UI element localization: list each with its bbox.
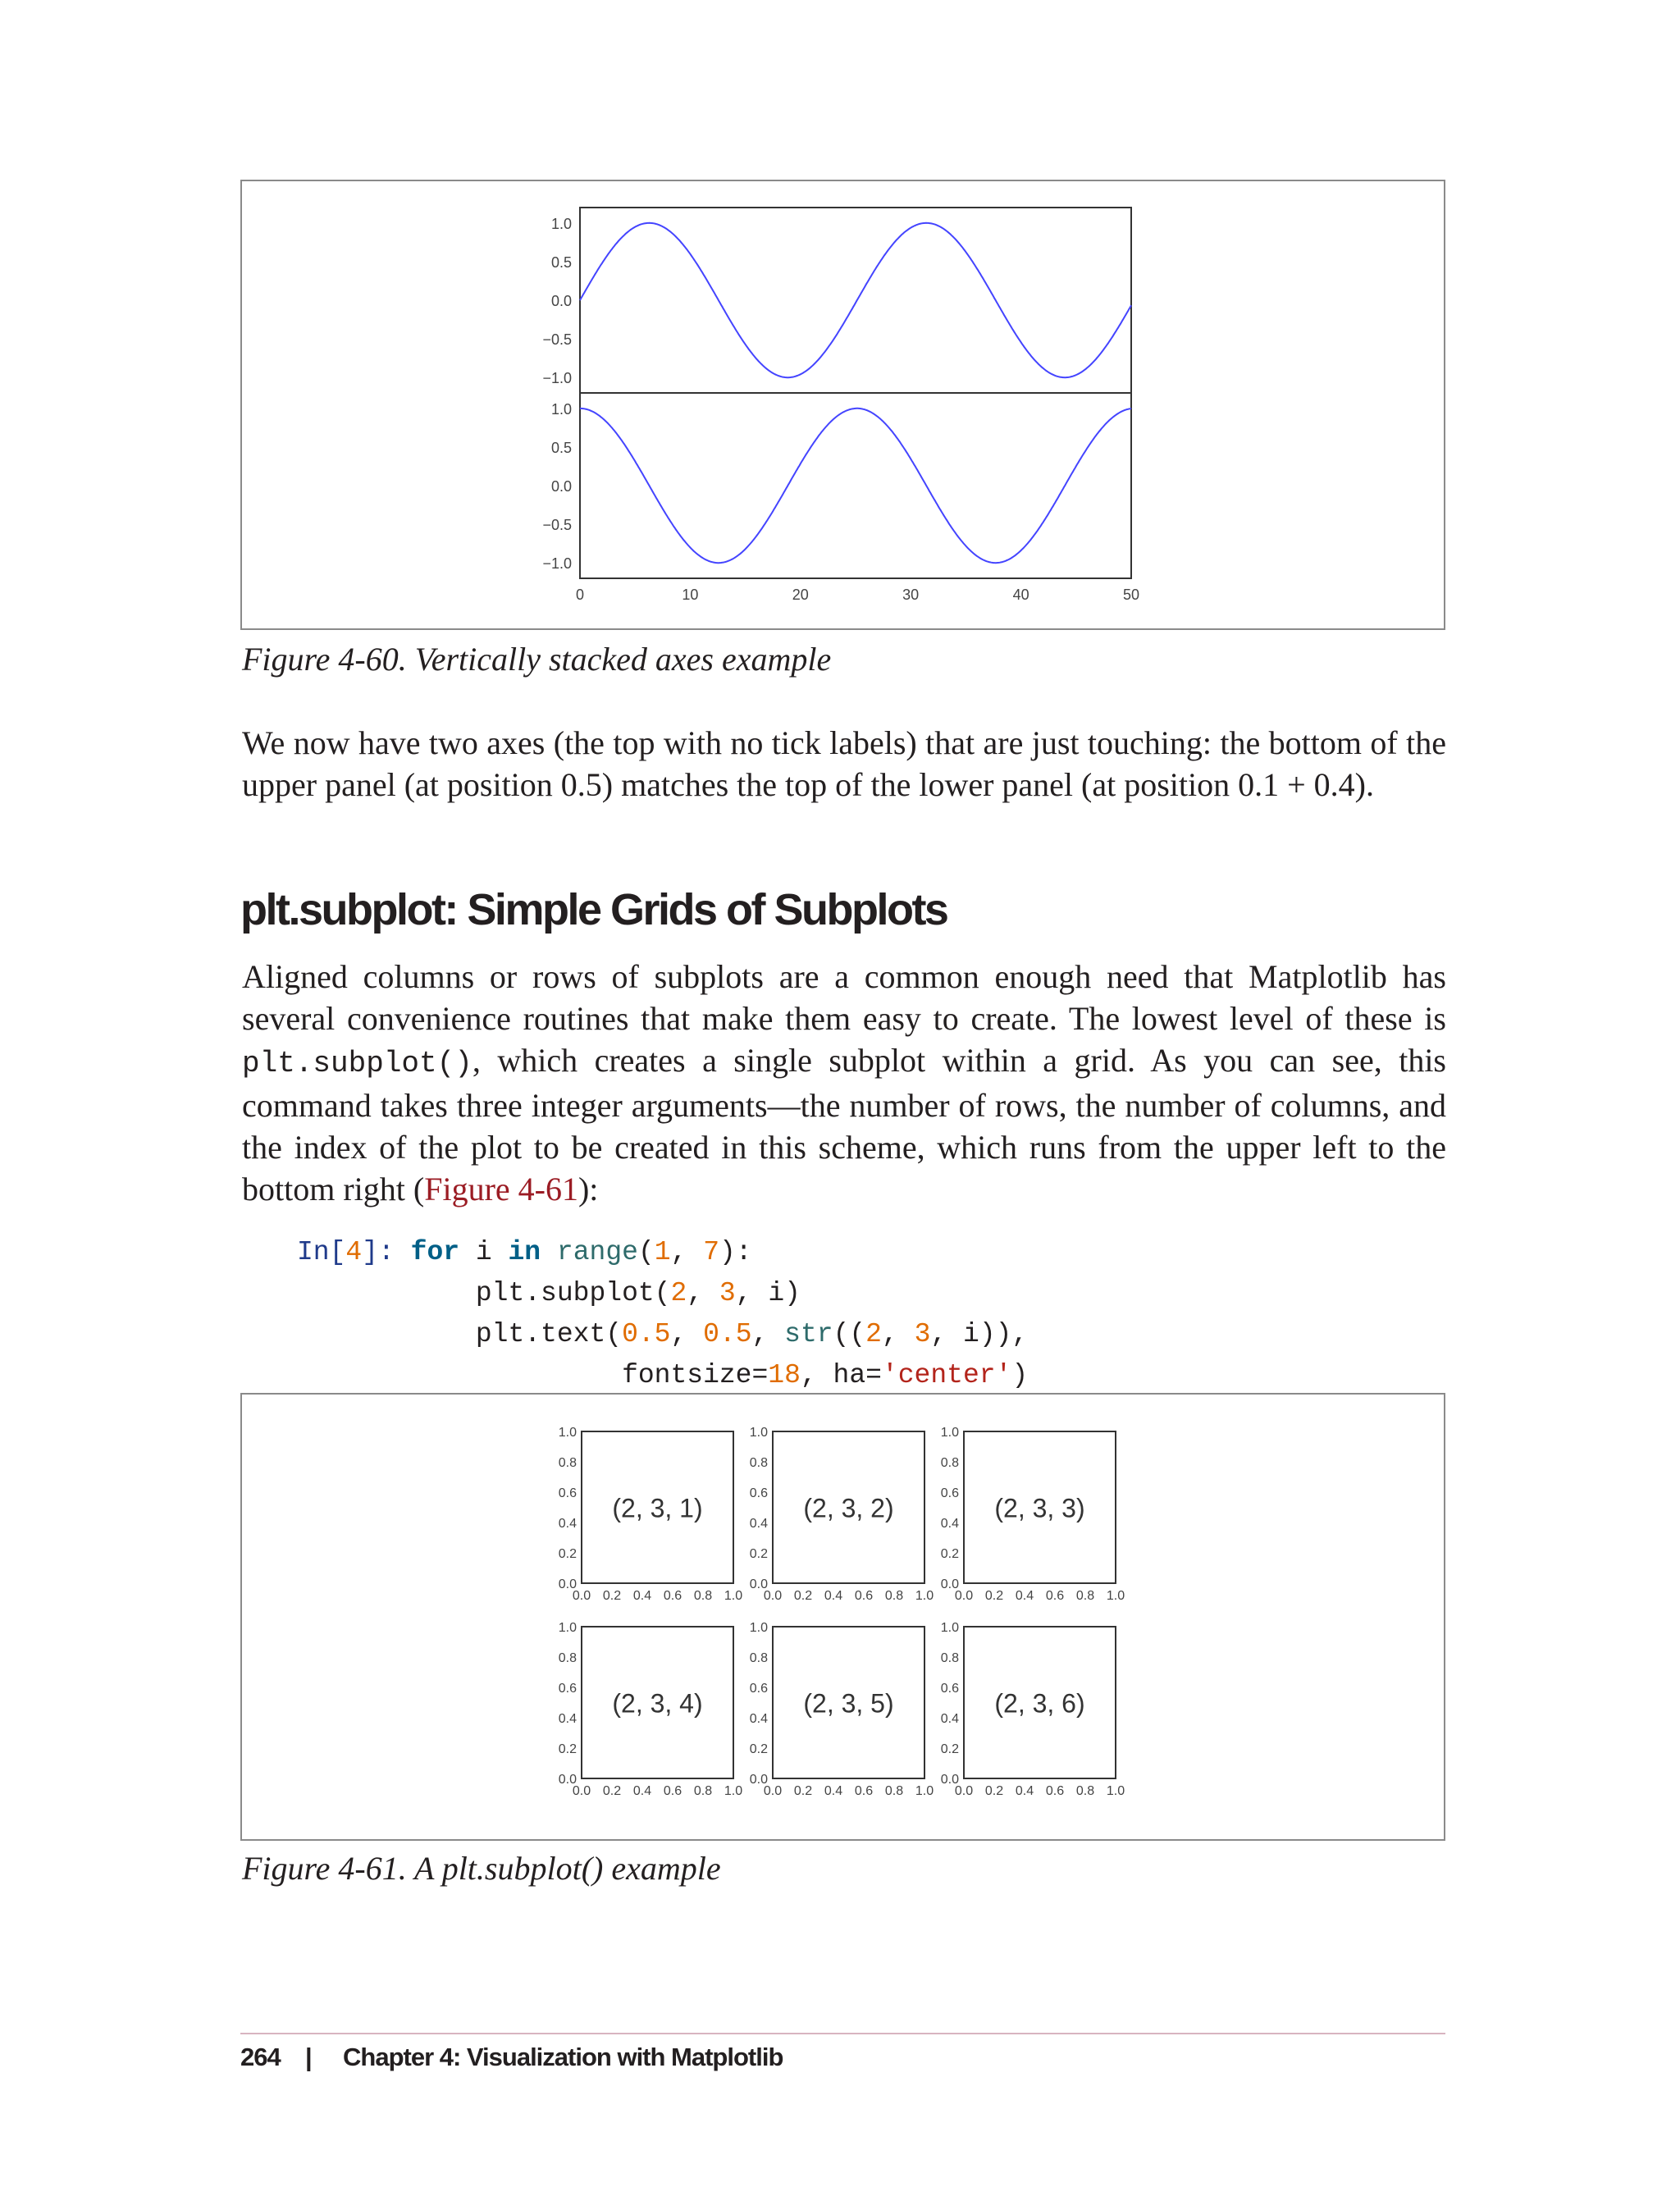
- y-tick-label: 1.0: [940, 1621, 959, 1635]
- y-tick-label: 0.8: [940, 1456, 959, 1470]
- subplot-label: (2, 3, 4): [612, 1688, 703, 1719]
- paragraph-stacked-axes: We now have two axes (the top with no tick labels) that are just touching: the bottom of the upper panel (at position 0.5) matches the top of the lower panel (at position 0.1 + 0.4).: [242, 724, 1446, 803]
- y-tick-label: 0.5: [550, 253, 572, 271]
- page-number: 264: [240, 2043, 281, 2071]
- sin-series-line: [580, 223, 1131, 377]
- paragraph-text: Aligned columns or rows of subplots are a common enough need that Matplotlib has several convenience routines that make them easy to create. The lowest level of these is: [242, 958, 1446, 1037]
- y-tick-label: −0.5: [542, 331, 572, 349]
- paragraph-subplot: [242, 956, 1446, 1210]
- stacked-axes-chart: [242, 181, 1444, 628]
- x-tick-label: 0.8: [693, 1589, 713, 1603]
- x-tick-label: 0.2: [602, 1589, 622, 1603]
- x-tick-label: 0.6: [854, 1784, 874, 1798]
- x-tick-label: 0.4: [1015, 1589, 1034, 1603]
- x-tick-label: 0.4: [632, 1589, 652, 1603]
- x-tick-label: 40: [1012, 587, 1029, 603]
- cos-series-line: [580, 409, 1131, 563]
- y-tick-label: 0.8: [558, 1456, 577, 1470]
- y-tick-label: 0.6: [558, 1682, 577, 1696]
- y-tick-label: 0.2: [940, 1742, 959, 1756]
- y-tick-label: −1.0: [542, 370, 572, 387]
- x-tick-label: 10: [682, 587, 699, 603]
- x-tick-label: 0.6: [663, 1589, 682, 1603]
- x-tick-label: 0.4: [824, 1784, 843, 1798]
- figure-4-60-caption: Figure 4-60. Vertically stacked axes example: [242, 641, 832, 678]
- footer-rule: [240, 2033, 1445, 2034]
- y-tick-label: 0.0: [550, 478, 572, 495]
- y-tick-label: 0.4: [749, 1517, 768, 1531]
- code-block: [297, 1232, 1028, 1396]
- subplot-grid-chart: [242, 1395, 1444, 1839]
- y-tick-label: 0.4: [558, 1517, 577, 1531]
- x-tick-label: 0.8: [693, 1784, 713, 1798]
- y-tick-label: 0.2: [558, 1547, 577, 1561]
- x-tick-label: 0.0: [763, 1784, 783, 1798]
- x-tick-label: 0.0: [572, 1784, 591, 1798]
- subplot-label: (2, 3, 2): [803, 1493, 894, 1523]
- x-tick-label: 1.0: [1106, 1784, 1125, 1798]
- code-prompt: In[4]:: [297, 1237, 411, 1267]
- y-tick-label: 0.6: [940, 1486, 959, 1500]
- y-tick-label: 1.0: [558, 1621, 577, 1635]
- inline-code: plt.subplot(): [242, 1047, 472, 1080]
- x-tick-label: 1.0: [724, 1784, 743, 1798]
- y-tick-label: 0.2: [558, 1742, 577, 1756]
- x-tick-label: 0.4: [632, 1784, 652, 1798]
- x-tick-label: 1.0: [724, 1589, 743, 1603]
- x-tick-label: 0.8: [1075, 1589, 1095, 1603]
- subplot-label: (2, 3, 5): [803, 1688, 894, 1719]
- y-tick-label: 1.0: [558, 1426, 577, 1440]
- code-line: plt.subplot(2, 3, i): [297, 1278, 801, 1308]
- y-tick-label: 1.0: [550, 215, 572, 232]
- subplot-label: (2, 3, 1): [612, 1493, 703, 1523]
- figure-4-61-caption: Figure 4-61. A plt.subplot() example: [242, 1850, 721, 1887]
- x-tick-label: 50: [1122, 587, 1140, 603]
- x-tick-label: 0.2: [793, 1589, 813, 1603]
- y-tick-label: 0.4: [940, 1517, 959, 1531]
- axes-frame-2: [580, 393, 1131, 578]
- y-tick-label: 1.0: [749, 1621, 768, 1635]
- x-tick-label: 0.8: [884, 1589, 904, 1603]
- y-tick-label: 0.0: [940, 1577, 959, 1591]
- footer-separator: |: [305, 2043, 312, 2071]
- y-tick-label: 0.8: [749, 1651, 768, 1665]
- subplot-label: (2, 3, 6): [994, 1688, 1085, 1719]
- y-tick-label: 0.0: [749, 1773, 768, 1787]
- figure-link[interactable]: Figure 4-61: [424, 1171, 578, 1208]
- x-tick-label: 0.0: [763, 1589, 783, 1603]
- x-tick-label: 0.2: [793, 1784, 813, 1798]
- y-tick-label: 0.8: [940, 1651, 959, 1665]
- code-line: fontsize=18, ha='center'): [297, 1360, 1029, 1390]
- x-tick-label: 0.2: [602, 1784, 622, 1798]
- code-line: plt.text(0.5, 0.5, str((2, 3, i)),: [297, 1319, 1029, 1349]
- subplot-label: (2, 3, 3): [994, 1493, 1085, 1523]
- y-tick-label: 0.0: [558, 1773, 577, 1787]
- x-tick-label: 30: [902, 587, 920, 603]
- section-heading: plt.subplot: Simple Grids of Subplots: [240, 885, 947, 934]
- y-tick-label: 0.8: [558, 1651, 577, 1665]
- x-tick-label: 0.4: [1015, 1784, 1034, 1798]
- x-tick-label: 20: [792, 587, 809, 603]
- y-tick-label: 0.4: [558, 1712, 577, 1726]
- x-tick-label: 0.0: [572, 1589, 591, 1603]
- y-tick-label: 0.0: [550, 293, 572, 309]
- y-tick-label: 0.6: [749, 1486, 768, 1500]
- y-tick-label: 0.6: [940, 1682, 959, 1696]
- x-tick-label: 1.0: [1106, 1589, 1125, 1603]
- x-tick-label: 1.0: [915, 1589, 934, 1603]
- x-tick-label: 0.0: [954, 1784, 974, 1798]
- y-tick-label: 0.5: [550, 439, 572, 456]
- y-tick-label: 0.4: [940, 1712, 959, 1726]
- y-tick-label: −1.0: [542, 555, 572, 573]
- paragraph-text: , which creates a single subplot within a grid. As you can see, this command takes three integer arguments—the number of rows, the number of columns, and the index of the plot to be created in this scheme, which runs from the upper left to the bottom right (: [242, 1042, 1446, 1208]
- y-tick-label: 0.0: [749, 1577, 768, 1591]
- y-tick-label: 0.6: [558, 1486, 577, 1500]
- y-tick-label: 0.0: [558, 1577, 577, 1591]
- figure-4-61: [240, 1393, 1445, 1841]
- y-tick-label: 0.2: [749, 1547, 768, 1561]
- x-tick-label: 0.6: [1045, 1784, 1065, 1798]
- x-tick-label: 0.0: [954, 1589, 974, 1603]
- y-tick-label: 1.0: [550, 400, 572, 418]
- y-tick-label: 0.2: [940, 1547, 959, 1561]
- x-tick-label: 1.0: [915, 1784, 934, 1798]
- x-tick-label: 0.8: [884, 1784, 904, 1798]
- y-tick-label: 0.6: [749, 1682, 768, 1696]
- y-tick-label: 0.8: [749, 1456, 768, 1470]
- y-tick-label: 1.0: [940, 1426, 959, 1440]
- axes-frame-1: [580, 208, 1131, 393]
- y-tick-label: 0.0: [940, 1773, 959, 1787]
- y-tick-label: −0.5: [542, 517, 572, 534]
- x-tick-label: 0.4: [824, 1589, 843, 1603]
- paragraph-text: ):: [578, 1171, 599, 1208]
- x-tick-label: 0.6: [854, 1589, 874, 1603]
- x-tick-label: 0.8: [1075, 1784, 1095, 1798]
- figure-4-60: [240, 180, 1445, 630]
- code-line: In[4]: for i in range(1, 7):: [297, 1237, 752, 1267]
- x-tick-label: 0: [575, 587, 585, 603]
- x-tick-label: 0.2: [984, 1589, 1004, 1603]
- x-tick-label: 0.6: [1045, 1589, 1065, 1603]
- y-tick-label: 0.2: [749, 1742, 768, 1756]
- y-tick-label: 1.0: [749, 1426, 768, 1440]
- x-tick-label: 0.2: [984, 1784, 1004, 1798]
- chapter-title: Chapter 4: Visualization with Matplotlib: [343, 2043, 783, 2071]
- y-tick-label: 0.4: [749, 1712, 768, 1726]
- x-tick-label: 0.6: [663, 1784, 682, 1798]
